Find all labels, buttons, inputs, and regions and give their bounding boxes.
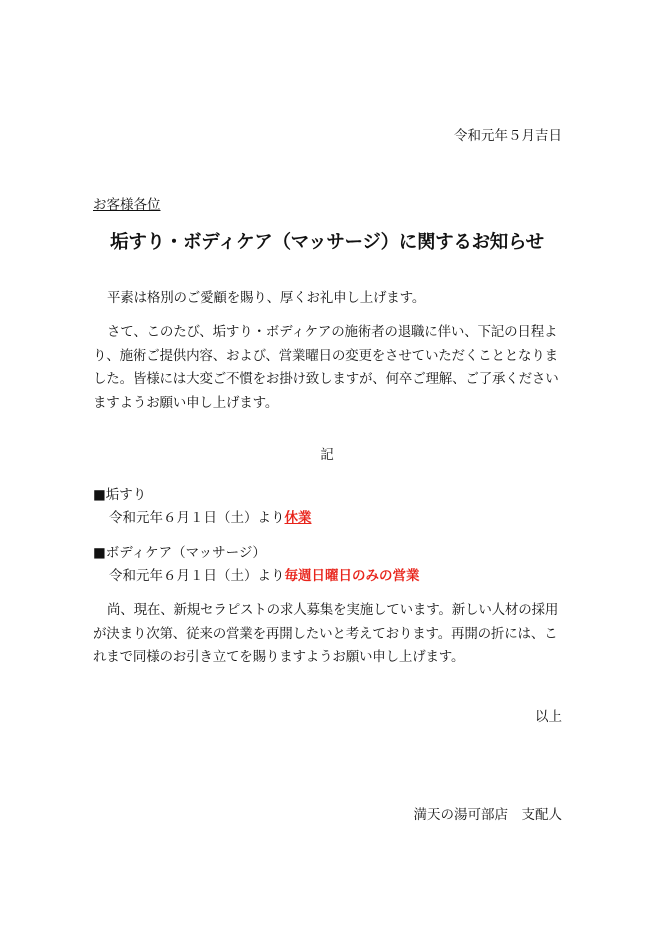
- item-date: 令和元年６月１日（土）より: [109, 510, 285, 526]
- document-date: 令和元年５月吉日: [454, 128, 562, 144]
- closing-text: 以上: [535, 709, 562, 725]
- item-status: 休業: [284, 510, 312, 526]
- body-paragraph: さて、このたび、垢すり・ボディケアの施術者の退職に伴い、下記の日程より、施術ご提供内容、および、営業曜日の変更をさせていただくこととなりました。皆様には大変ご不慣をお掛け致しますが、何卒ご理解、ご了承くださいますようお願い申し上げます。: [93, 324, 559, 411]
- notice-paragraph: 尚、現在、新規セラピストの求人募集を実施しています。新しい人材の採用が決まり次第、従来の営業を再開したいと考えております。再開の折には、これまで同様のお引き立てを賜りますようお願い申し上げます。: [93, 602, 559, 665]
- signature: 満天の湯可部店 支配人: [413, 807, 562, 823]
- item-heading: ■ボディケア（マッサージ）: [93, 545, 266, 561]
- item-heading: ■垢すり: [93, 487, 147, 503]
- item-detail: [93, 565, 420, 588]
- item-akasuri: [93, 484, 312, 530]
- greeting-paragraph: 平素は格別のご愛顧を賜り、厚くお礼申し上げます。: [107, 290, 426, 306]
- item-detail: [93, 507, 312, 530]
- recipient: お客様各位: [93, 197, 161, 213]
- ki-heading: 記: [320, 447, 334, 463]
- document-title: 垢すり・ボディケア（マッサージ）に関するお知らせ: [110, 232, 544, 253]
- item-bodycare: [93, 542, 420, 588]
- item-date: 令和元年６月１日（土）より: [109, 568, 285, 584]
- item-status: 毎週日曜日のみの営業: [284, 568, 420, 584]
